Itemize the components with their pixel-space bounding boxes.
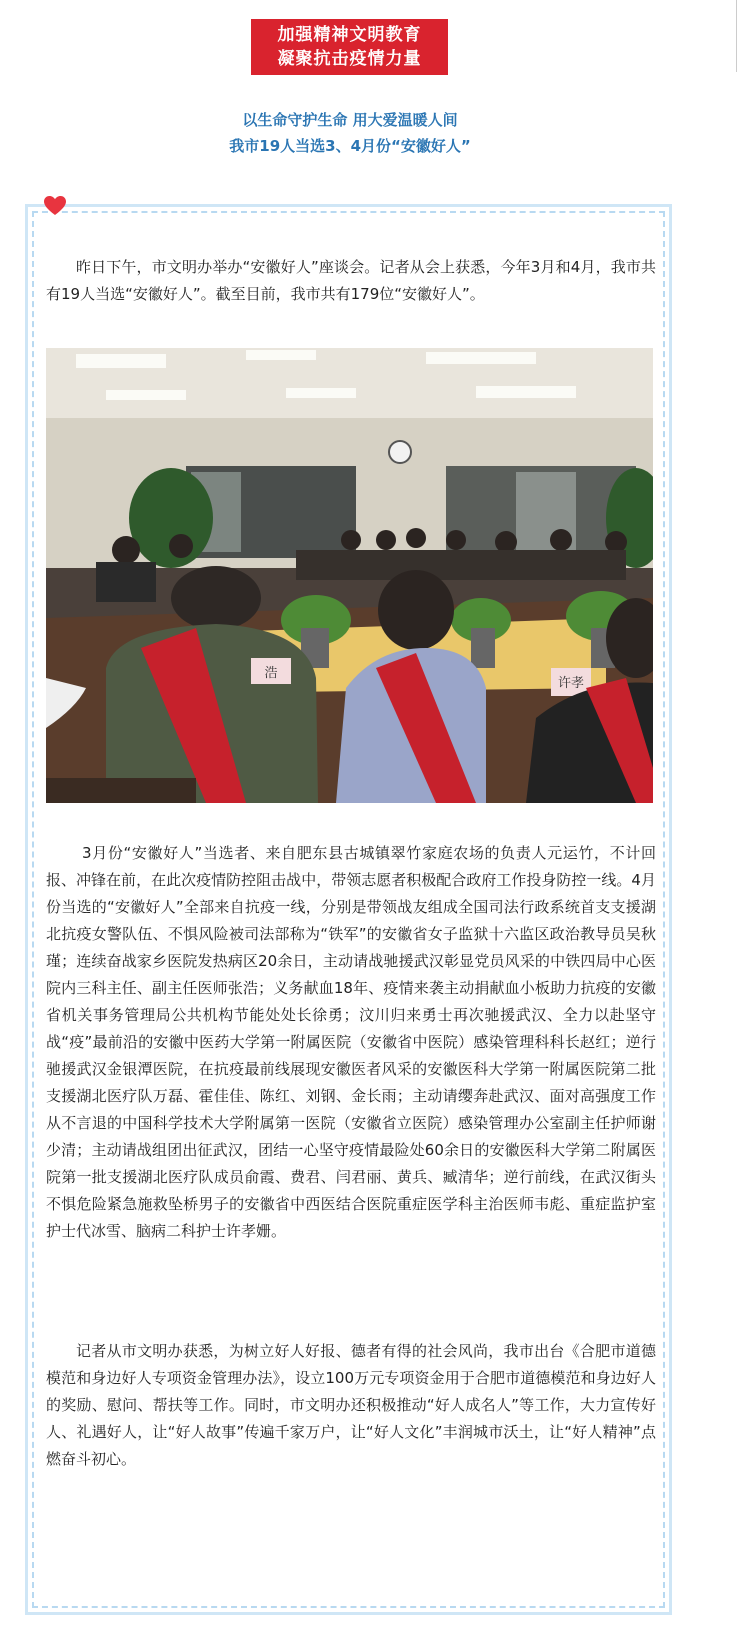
article-paragraph-3: 记者从市文明办获悉，为树立好人好报、德者有得的社会风尚，我市出台《合肥市道德模范和身边好人专项资金管理办法》，设立100万元专项资金用于合肥市道德模范和身边好人的奖励、慰问、帮扶等工作。同时，市文明办还积极推动“好人成名人”等工作，大力宣传好人、礼遇好人，让“好人故事”传遍千家万户，让“好人文化”丰润城市沃土，让“好人精神”点燃奋斗初心。 bbox=[46, 1342, 656, 1468]
nameplate-2: 许孝 bbox=[557, 676, 585, 691]
headline-line-2: 我市19人当选3、4月份“安徽好人” bbox=[229, 137, 471, 155]
meeting-room-photo bbox=[46, 348, 653, 803]
nameplate-1: 浩 bbox=[264, 666, 278, 681]
article-paragraph-2: 3月份“安徽好人”当选者、来自肥东县古城镇翠竹家庭农场的负责人元运竹，不计回报、冲锋在前，在此次疫情防控阻击战中，带领志愿者积极配合政府工作投身防控一线。4月份当选的“安徽好人”全部来自抗疫一线，分别是带领战友组成全国司法行政系统首支支援湖北抗疫女警队伍、不惧风险被司法部称为“铁军”的安徽省女子监狱十六监区政治教导员吴秋瑾；连续奋战家乡医院发热病区20余日，主动请战驰援武汉彰显党员风采的中铁四局中心医院内三科主任、副主任医师张浩；义务献血18年、疫情来袭主动捐献血小板助力抗疫的安徽省机关事务管理局公共机构节能处处长徐勇；汶川归来勇士再次驰援武汉、全力以赴坚守战“疫”最前沿的安徽中医药大学第一附属医院（安徽省中医院）感染管理科科长赵红；逆行驰援武汉金银潭医院，在抗疫最前线展现安徽医者风采的安徽医科大学第一附属医院第二批支援湖北医疗队万磊、霍佳佳、陈红、刘钢、金长雨；主动请缨奔赴武汉、面对高强度工作从不言退的中国科学技术大学附属第一医院（安徽省立医院）感染管理办公室副主任护师谢少清；主动请战组团出征武汉，团结一心坚守疫情最险处60余日的安徽医科大学第二附属医院第一批支援湖北医疗队成员俞霞、费君、闫君丽、黄兵、臧清华；逆行前线，在武汉街头不惧危险紧急施救坠桥男子的安徽省中西医结合医院重症医学科主治医师韦彪、重症监护室护士代冰雪、脑病二科护士许孝姗。 bbox=[46, 844, 656, 1240]
meeting-photo bbox=[46, 348, 653, 803]
heart-icon bbox=[44, 196, 66, 216]
scrollbar-edge bbox=[736, 0, 737, 72]
article-paragraph-1: 昨日下午，市文明办举办“安徽好人”座谈会。记者从会上获悉，今年3月和4月，我市共有19人当选“安徽好人”。截至目前，我市共有179位“安徽好人”。 bbox=[46, 258, 656, 303]
banner-line-1: 加强精神文明教育 bbox=[277, 25, 422, 45]
banner-line-2: 凝聚抗击疫情力量 bbox=[277, 49, 422, 69]
headline-line-1: 以生命守护生命 用大爱温暖人间 bbox=[242, 111, 458, 129]
banner bbox=[251, 19, 448, 75]
